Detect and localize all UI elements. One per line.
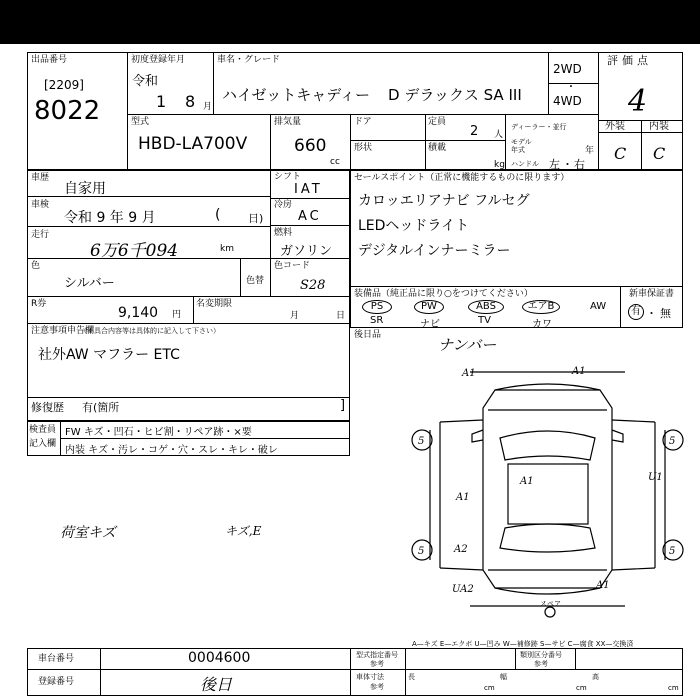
interior-label: 内装 xyxy=(649,121,669,132)
equip-pw: PW xyxy=(414,300,444,314)
drive-4wd: 4WD xyxy=(553,94,582,108)
aircon-value: AC xyxy=(298,209,322,224)
warranty-label: 新車保証書 xyxy=(629,289,675,299)
shift-label: シフト xyxy=(274,172,302,182)
capacity-value: 2 xyxy=(470,124,479,139)
diagram-mark: A2 xyxy=(454,544,468,555)
car-label: 車名・グレード xyxy=(217,55,281,65)
handle-label: ハンドル xyxy=(511,160,539,168)
chassis-label: 車台番号 xyxy=(38,654,75,664)
equip-leather: カワ xyxy=(532,319,552,330)
mileage-label: 走行 xyxy=(31,230,50,240)
diagram-mark: A1 xyxy=(456,492,470,503)
inspection-day: 日) xyxy=(248,212,264,225)
color-label: 色 xyxy=(31,261,41,271)
warranty-yes: 有 xyxy=(628,304,644,320)
registration-label: 初度登録年月 xyxy=(131,55,186,65)
repaint-label: 色替 xyxy=(246,276,265,286)
bf-l3: 車体寸法 xyxy=(356,673,384,681)
equip-navi: ナビ xyxy=(420,319,440,330)
model-year-unit: 年 xyxy=(585,146,595,156)
equip-tv: TV xyxy=(478,315,491,326)
repair-value: 有(箇所 xyxy=(82,401,120,414)
repair-bracket: ] xyxy=(340,398,346,413)
dealer-label: ディーラー・並行 xyxy=(511,123,567,131)
shape-label: 形状 xyxy=(354,143,373,153)
bf-l3e: 幅 xyxy=(500,673,507,681)
car-diagram xyxy=(400,360,690,620)
auction-number: [2209] xyxy=(44,78,84,92)
diagram-mark: U1 xyxy=(648,472,663,483)
aircon-label: 冷房 xyxy=(274,200,293,210)
bf-l1: 型式指定番号 xyxy=(356,651,398,659)
model-year-label: モデル年式 xyxy=(511,138,532,154)
color-value: シルバー xyxy=(64,276,115,291)
model-label: 型式 xyxy=(131,117,150,127)
repair-label: 修復歴 xyxy=(31,401,64,414)
drive-2wd: 2WD xyxy=(553,62,582,76)
inspection-label: 車検 xyxy=(31,200,50,210)
equip-airbag: エアB xyxy=(522,300,560,314)
color-code-value: S28 xyxy=(300,278,326,293)
sales-points-label: セールスポイント（正常に機能するものに限ります） xyxy=(354,173,570,183)
sales-point-3: デジタルインナーミラー xyxy=(358,243,511,259)
exterior-label: 外装 xyxy=(605,121,625,132)
bf-l2b: 参考 xyxy=(534,660,548,668)
fuel-label: 燃料 xyxy=(274,228,293,238)
name-change-day: 日 xyxy=(336,311,346,321)
warranty-no: 無 xyxy=(660,307,671,320)
remark-scratch: キズ,E xyxy=(225,524,262,538)
inspector-line-2: 内装 キズ・汚レ・コゲ・穴・スレ・キレ・破レ xyxy=(65,445,278,456)
shift-value: IAT xyxy=(294,182,323,197)
name-change-label: 名変期限 xyxy=(196,299,233,309)
diagram-mark: A1 xyxy=(520,476,534,487)
bf-l3h: cm xyxy=(668,684,679,692)
warranty-dot: ・ xyxy=(646,307,657,320)
equip-aw: AW xyxy=(590,301,607,312)
bf-l3g: 高 xyxy=(592,673,599,681)
diagram-mark: UA2 xyxy=(452,584,474,595)
inspection-paren: ( xyxy=(215,207,221,223)
capacity-unit: 人 xyxy=(494,130,504,140)
bf-l3b: 参考 xyxy=(370,683,384,691)
bf-l1b: 参考 xyxy=(370,660,384,668)
top-band xyxy=(0,0,700,44)
displacement-label: 排気量 xyxy=(274,117,302,127)
bf-l3f: cm xyxy=(576,684,587,692)
chassis-value: 0004600 xyxy=(188,650,251,666)
diagram-mark: A1 xyxy=(596,580,610,591)
legend: A—キズ E—エクボ U—凹み W—補修跡 S—サビ C—腐食 XX—交換済 xyxy=(412,640,634,648)
sales-point-1: カロッエリアナビ フルセグ xyxy=(358,193,530,209)
drive-dot: ・ xyxy=(566,82,576,93)
fuel-value: ガソリン xyxy=(280,244,333,259)
inspector-label-1: 検査員 xyxy=(29,425,57,435)
diagram-mark: A1 xyxy=(462,368,476,379)
diagram-mark: 5 xyxy=(418,436,425,447)
mileage-value: 6万6千094 xyxy=(90,241,179,261)
lot-label: 出品番号 xyxy=(31,55,68,65)
score-value: 4 xyxy=(628,84,648,119)
name-change-month: 月 xyxy=(290,311,300,321)
recycle-value: 9,140 xyxy=(118,305,159,321)
bf-l3d: cm xyxy=(484,684,495,692)
inspection-value: 令和 9 年 9 月 xyxy=(64,210,156,226)
bf-l3c: 長 xyxy=(408,673,415,681)
notes-text: 社外AW マフラー ETC xyxy=(38,347,180,363)
displacement-unit: cc xyxy=(330,157,340,167)
recycle-unit: 円 xyxy=(172,310,182,320)
equipment-label: 装備品（純正品に限り○をつけてください） xyxy=(354,289,533,299)
spare-label: スペア xyxy=(540,600,561,608)
capacity-label: 定員 xyxy=(428,117,447,127)
handle-right: 右 xyxy=(574,158,585,171)
registration-era: 令和 xyxy=(132,74,159,89)
remark-cargo: 荷室キズ xyxy=(60,525,116,541)
notes-sub: （不具合内容等は具体的に記入して下さい） xyxy=(80,327,220,335)
notes-label: 注意事項申告欄 xyxy=(31,326,95,336)
kind-label: 車歴 xyxy=(31,173,50,183)
model-value: HBD-LA700V xyxy=(138,134,248,154)
exterior-value: C xyxy=(614,144,627,163)
mileage-unit: km xyxy=(220,244,234,254)
interior-value: C xyxy=(653,144,666,163)
color-code-label: 色コード xyxy=(274,261,311,271)
handle-left: 左 xyxy=(549,158,560,171)
plate-label: 登録番号 xyxy=(38,677,75,687)
bf-l2: 類別区分番号 xyxy=(520,651,562,659)
car-name: ハイゼットキャディー xyxy=(222,86,371,104)
sales-point-2: LEDヘッドライト xyxy=(358,218,470,234)
equip-sr: SR xyxy=(370,315,384,326)
inspector-label-2: 記入欄 xyxy=(29,439,57,449)
handle-dot: ・ xyxy=(562,158,573,171)
after-market-label: 後日品 xyxy=(354,330,382,340)
after-market-value: ナンバー xyxy=(438,336,497,354)
doors-label: ドア xyxy=(354,117,372,127)
equip-ps: PS xyxy=(362,300,392,314)
recycle-label: R券 xyxy=(31,299,47,309)
equip-abs: ABS xyxy=(468,300,504,314)
inspector-line-1: FW キズ・凹石・ヒビ割・リペア跡・×要 xyxy=(65,427,252,438)
kind-value: 自家用 xyxy=(64,181,106,197)
load-unit: kg xyxy=(494,160,505,170)
diagram-mark: 5 xyxy=(669,546,676,557)
diagram-mark: 5 xyxy=(669,436,676,447)
diagram-mark: 5 xyxy=(418,546,425,557)
load-label: 積載 xyxy=(428,143,447,153)
car-grade: D デラックス SA III xyxy=(388,86,522,104)
displacement-value: 660 xyxy=(294,136,327,156)
registration-year: 1 xyxy=(156,92,167,111)
diagram-mark: A1 xyxy=(572,366,586,377)
score-label: 評価点 xyxy=(607,54,652,67)
plate-value: 後日 xyxy=(200,675,233,694)
registration-month: 8 xyxy=(185,92,196,111)
lot-number: 8022 xyxy=(34,96,101,126)
registration-month-unit: 月 xyxy=(203,102,213,112)
